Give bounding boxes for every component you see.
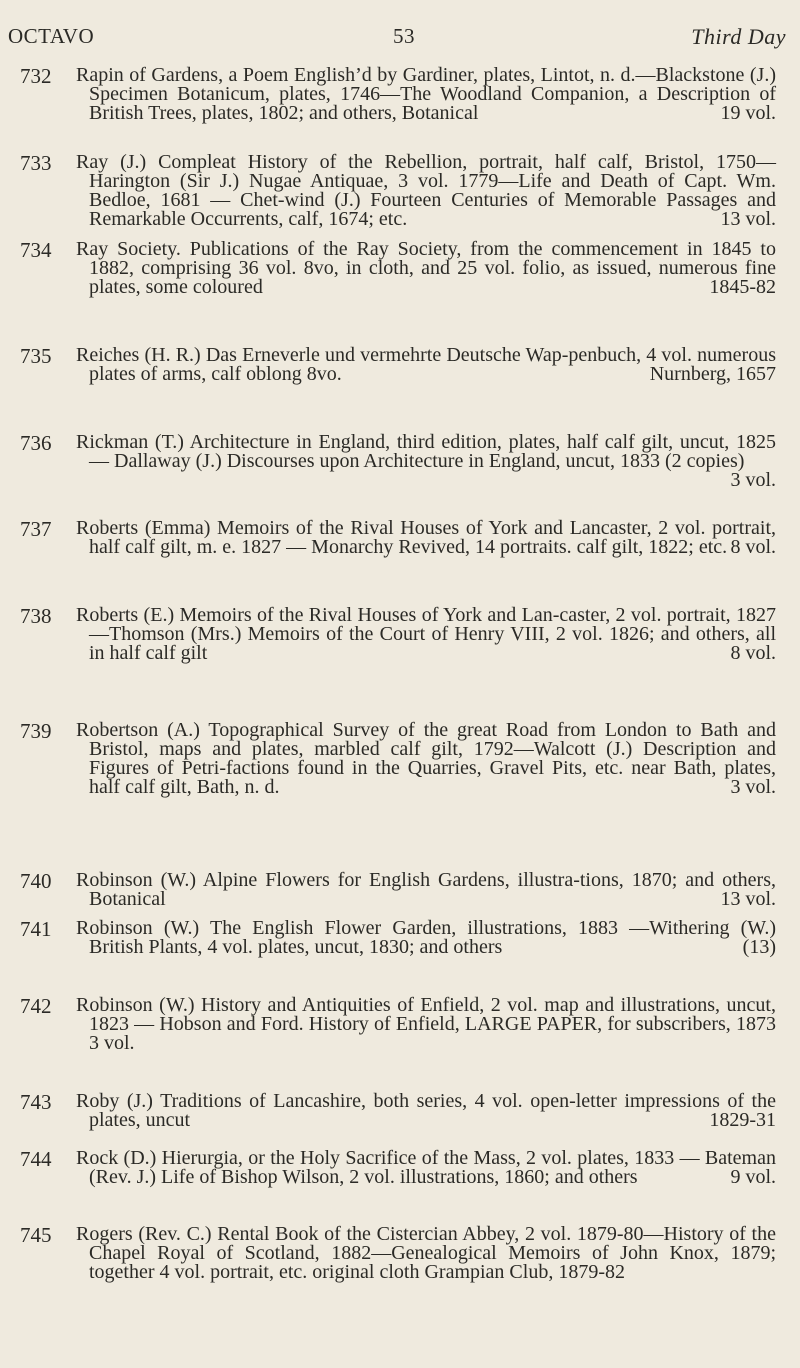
lot-number: 732: [20, 64, 52, 88]
lot-description: Ray Society. Publications of the Ray Society, from the commencement in 1845 to 1882, comprising 36 vol. 8vo, in cloth, and 25 vol. folio, as issued, numerous fine plates, some coloured 1845-82: [76, 238, 776, 298]
lot-entry: [0, 919, 800, 996]
lot-number: 743: [20, 1090, 52, 1114]
lot-entry: [0, 1092, 800, 1149]
page-header: [8, 24, 786, 50]
lot-quantity: (13): [742, 936, 776, 958]
lot-entry: [0, 346, 800, 433]
lot-description: Ray (J.) Compleat History of the Rebellion, portrait, half calf, Bristol, 1750—Harington (Sir J.) Nugae Antiquae, 3 vol. 1779—Life and Death of Capt. Wm. Bedloe, 1681 — Chet-wind (J.) Fourteen Centuries of Memorable Passages and Remarkable Occurrents, calf, 1674; etc. 13 vol.: [76, 151, 776, 230]
lot-number: 735: [20, 344, 52, 368]
lot-number: 744: [20, 1147, 52, 1171]
lot-description: Robinson (W.) History and Antiquities of Enfield, 2 vol. map and illustrations, uncut, 1823 — Hobson and Ford. History of Enfield, LARGE PAPER, for subscribers, 1873 3 vol.: [76, 994, 776, 1054]
lot-entry: [0, 1225, 800, 1312]
lot-number: 738: [20, 604, 52, 628]
lot-description: Roberts (Emma) Memoirs of the Rival Houses of York and Lancaster, 2 vol. portrait, half calf gilt, m. e. 1827 — Monarchy Revived, 14 portraits. calf gilt, 1822; etc. 8 vol.: [76, 517, 776, 558]
lot-number: 736: [20, 431, 52, 455]
lot-number: 733: [20, 151, 52, 175]
lot-quantity: 8 vol.: [730, 536, 776, 558]
lot-entry: [0, 153, 800, 240]
lot-number: 737: [20, 517, 52, 541]
lot-quantity: 3 vol.: [730, 776, 776, 798]
lot-entry: [0, 871, 800, 919]
lot-number: 742: [20, 994, 52, 1018]
lot-entry: [0, 721, 800, 871]
lot-quantity: 9 vol.: [730, 1166, 776, 1188]
lot-quantity: 8 vol.: [730, 642, 776, 664]
lot-entry: [0, 996, 800, 1092]
lot-quantity: 3 vol.: [730, 469, 776, 491]
lot-quantity: 13 vol.: [720, 888, 776, 910]
lot-description: Rogers (Rev. C.) Rental Book of the Cistercian Abbey, 2 vol. 1879-80—History of the Chapel Royal of Scotland, 1882—Genealogical Memoirs of John Knox, 1879; together 4 vol. portrait, etc. original cloth Grampian Club, 1879-82: [76, 1223, 776, 1283]
lot-description: Rickman (T.) Architecture in England, third edition, plates, half calf gilt, uncut, 1825 — Dallaway (J.) Discourses upon Architecture in England, uncut, 1833 (2 copies) 3 vol.: [76, 431, 776, 491]
lot-description: Roby (J.) Traditions of Lancashire, both series, 4 vol. open-letter impressions of the plates, uncut 1829-31: [76, 1090, 776, 1131]
header-sale-day: Third Day: [691, 24, 786, 49]
lot-entry: [0, 433, 800, 519]
lot-list: [0, 66, 800, 1312]
lot-entry: [0, 66, 800, 153]
lot-number: 741: [20, 917, 52, 941]
lot-entry: [0, 606, 800, 721]
lot-entry: [0, 519, 800, 606]
lot-quantity: 19 vol.: [720, 102, 776, 124]
lot-description: Reiches (H. R.) Das Erneverle und vermehrte Deutsche Wap-penbuch, 4 vol. numerous plates of arms, calf oblong 8vo. Nurnberg, 1657: [76, 344, 776, 385]
lot-number: 734: [20, 238, 52, 262]
lot-quantity: 1845-82: [709, 276, 776, 298]
lot-number: 739: [20, 719, 52, 743]
lot-description: Rock (D.) Hierurgia, or the Holy Sacrifice of the Mass, 2 vol. plates, 1833 — Bateman (Rev. J.) Life of Bishop Wilson, 2 vol. illustrations, 1860; and others 9 vol.: [76, 1147, 776, 1188]
page-number: 53: [393, 24, 415, 48]
lot-description: Roberts (E.) Memoirs of the Rival Houses of York and Lan-caster, 2 vol. portrait, 1827 —Thomson (Mrs.) Memoirs of the Court of Henry VIII, 2 vol. 1826; and others, all in half calf gilt 8 vol.: [76, 604, 776, 664]
header-format: OCTAVO: [8, 24, 95, 48]
lot-number: 740: [20, 869, 52, 893]
lot-dates: 1829-31: [709, 1109, 776, 1131]
lot-description: Robertson (A.) Topographical Survey of the great Road from London to Bath and Bristol, maps and plates, marbled calf gilt, 1792—Walcott (J.) Description and Figures of Petri-factions found in the Quarries, Gravel Pits, etc. near Bath, plates, half calf gilt, Bath, n. d. 3 vol.: [76, 719, 776, 798]
lot-quantity: 13 vol.: [720, 208, 776, 230]
lot-description: Rapin of Gardens, a Poem English’d by Gardiner, plates, Lintot, n. d.—Blackstone (J.) Specimen Botanicum, plates, 1746—The Woodland Companion, a Description of British Trees, plates, 1802; and others, Botanical 19 vol.: [76, 64, 776, 124]
lot-number: 745: [20, 1223, 52, 1247]
lot-entry: [0, 240, 800, 346]
lot-description: Robinson (W.) The English Flower Garden, illustrations, 1883 —Withering (W.) British Plants, 4 vol. plates, uncut, 1830; and others (13): [76, 917, 776, 958]
lot-imprint: Nurnberg, 1657: [649, 363, 776, 385]
lot-entry: [0, 1149, 800, 1225]
lot-description: Robinson (W.) Alpine Flowers for English Gardens, illustra-tions, 1870; and others, Botanical 13 vol.: [76, 869, 776, 910]
